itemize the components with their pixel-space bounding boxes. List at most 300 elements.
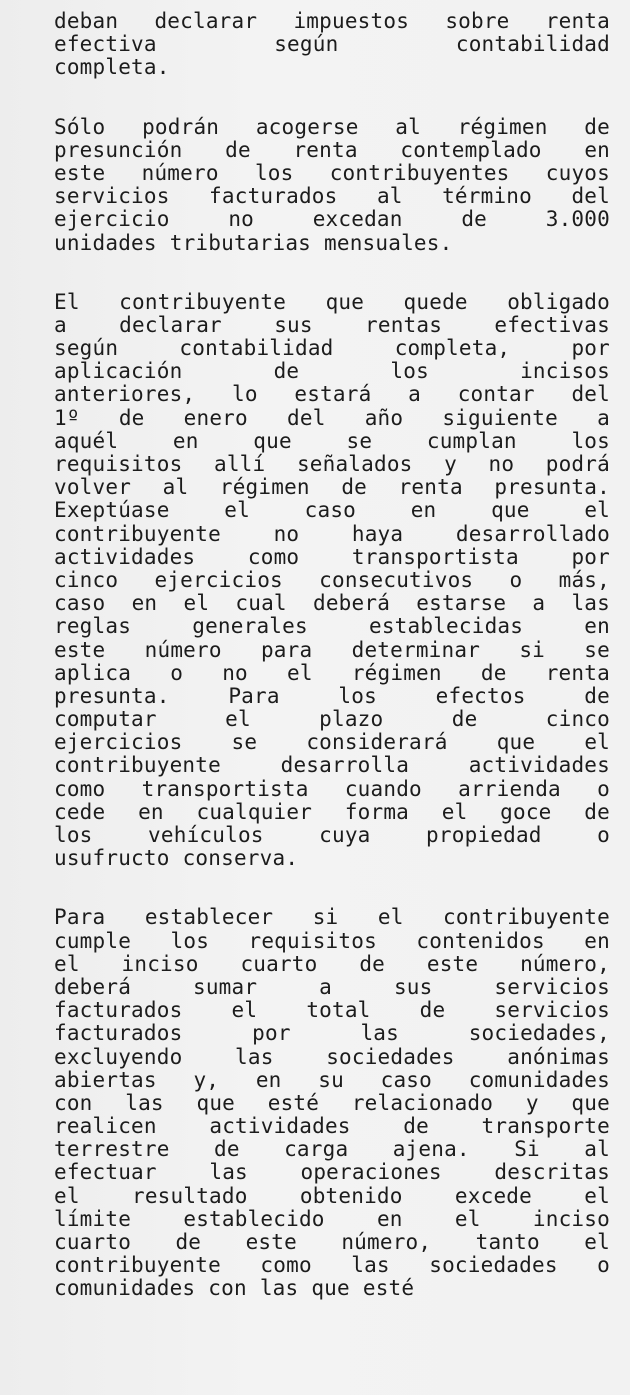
word: a bbox=[532, 591, 546, 616]
word: de bbox=[584, 683, 610, 708]
word: caso bbox=[380, 1067, 432, 1092]
word: de bbox=[273, 359, 300, 384]
text-line bbox=[54, 1161, 610, 1184]
word: de bbox=[584, 114, 610, 139]
word: los bbox=[390, 359, 429, 384]
text-line bbox=[54, 1069, 610, 1092]
word: a bbox=[408, 382, 421, 407]
word: facturados bbox=[209, 184, 338, 209]
word: transporte bbox=[481, 1114, 610, 1139]
word: en bbox=[376, 1206, 403, 1231]
word: operaciones bbox=[300, 1160, 442, 1185]
word: terrestre bbox=[54, 1137, 170, 1162]
word: en bbox=[255, 1067, 282, 1092]
text-line bbox=[54, 1046, 610, 1069]
word: actividades bbox=[468, 753, 610, 778]
word: de bbox=[584, 799, 610, 824]
word: conserva. bbox=[182, 846, 299, 871]
word: carga bbox=[284, 1137, 349, 1162]
word: contenidos bbox=[416, 928, 545, 953]
word: establecidas bbox=[369, 614, 524, 639]
word: cumplan bbox=[426, 428, 517, 453]
word: contabilidad bbox=[179, 336, 334, 361]
text-line bbox=[54, 662, 610, 685]
word: sus bbox=[393, 974, 433, 999]
word: las bbox=[571, 591, 610, 616]
word: volver bbox=[54, 475, 132, 500]
word: requisitos bbox=[248, 928, 377, 953]
text-line bbox=[54, 383, 610, 406]
word: en bbox=[138, 799, 164, 824]
word: como bbox=[260, 1253, 312, 1278]
word: el bbox=[225, 707, 251, 732]
word: transportista bbox=[351, 544, 519, 569]
word: de bbox=[225, 137, 251, 162]
word: cuyos bbox=[545, 160, 610, 185]
word: usufructo bbox=[54, 846, 170, 871]
word: generales bbox=[192, 614, 308, 639]
word: cuando bbox=[344, 776, 422, 801]
word: que bbox=[496, 730, 536, 755]
word: las bbox=[125, 1090, 164, 1115]
word: renta bbox=[545, 9, 610, 33]
word: que bbox=[325, 289, 365, 314]
word: si bbox=[519, 637, 545, 662]
word: establecer bbox=[144, 905, 274, 930]
word: acogerse bbox=[255, 114, 359, 139]
word: como bbox=[54, 776, 106, 801]
word: a bbox=[597, 405, 610, 430]
word: de bbox=[214, 1137, 240, 1162]
word: contribuyente bbox=[54, 1253, 221, 1278]
word: y bbox=[444, 452, 457, 476]
word: que bbox=[311, 1276, 350, 1301]
text-line bbox=[54, 615, 610, 638]
word: sociedades, bbox=[468, 1021, 610, 1046]
word: contribuyente bbox=[443, 905, 610, 930]
word: efectiva bbox=[54, 32, 157, 57]
word: en bbox=[172, 428, 199, 453]
text-line bbox=[54, 731, 610, 754]
text-line bbox=[54, 523, 610, 546]
word: haya bbox=[351, 521, 404, 546]
word: del bbox=[571, 184, 610, 209]
text-line bbox=[54, 546, 610, 569]
word: lo bbox=[231, 382, 258, 407]
word: quede bbox=[403, 289, 468, 314]
word: a bbox=[54, 312, 67, 337]
word: deban bbox=[54, 9, 119, 33]
word: y, bbox=[193, 1067, 220, 1092]
word: régimen bbox=[457, 114, 548, 139]
word: actividades bbox=[54, 544, 196, 569]
word: que bbox=[253, 428, 292, 453]
text-line bbox=[54, 999, 610, 1022]
word: en bbox=[410, 498, 437, 523]
word: el bbox=[224, 498, 250, 523]
word: en bbox=[584, 614, 610, 639]
word: del bbox=[571, 382, 610, 407]
word: con bbox=[54, 1090, 93, 1115]
word: contribuyente bbox=[54, 521, 221, 546]
word: cuarto bbox=[240, 951, 318, 976]
text-line bbox=[54, 801, 610, 824]
word: no bbox=[273, 521, 300, 546]
word: Si bbox=[514, 1137, 540, 1162]
word: servicios bbox=[494, 974, 610, 999]
word: goce bbox=[500, 799, 552, 824]
word: reglas bbox=[54, 614, 132, 639]
text-line bbox=[54, 407, 610, 430]
text-line bbox=[54, 232, 610, 255]
word: término bbox=[442, 184, 532, 209]
word: de bbox=[480, 660, 507, 685]
word: o bbox=[597, 823, 610, 847]
word: contribuyente bbox=[119, 289, 287, 314]
word: renta bbox=[545, 660, 610, 685]
word: que bbox=[571, 1090, 610, 1115]
text-line bbox=[54, 476, 610, 499]
word: aplicación bbox=[54, 359, 183, 384]
word: para bbox=[260, 637, 313, 662]
word: comunidades bbox=[54, 1276, 196, 1301]
word: presunta. bbox=[54, 683, 170, 708]
word: impuestos bbox=[293, 9, 410, 33]
word: resultado bbox=[131, 1183, 248, 1208]
text-line bbox=[54, 1231, 610, 1254]
word: inciso bbox=[121, 951, 199, 976]
word: excedan bbox=[312, 207, 403, 232]
word: tanto bbox=[475, 1230, 540, 1254]
text-line bbox=[54, 314, 610, 337]
text-line bbox=[54, 208, 610, 231]
word: al bbox=[584, 1137, 610, 1162]
word: facturados bbox=[54, 998, 183, 1023]
word: realicen bbox=[54, 1114, 157, 1139]
word: estarse bbox=[416, 591, 507, 616]
word: de bbox=[419, 998, 446, 1023]
word: estará bbox=[294, 382, 372, 407]
word: declarar bbox=[119, 312, 222, 337]
word: mensuales. bbox=[324, 230, 453, 255]
word: consecutivos bbox=[319, 567, 474, 592]
word: las bbox=[351, 1253, 390, 1278]
text-line bbox=[54, 778, 610, 801]
word: o bbox=[509, 567, 523, 592]
text-line bbox=[54, 1022, 610, 1045]
word: los bbox=[571, 428, 610, 453]
word: esté bbox=[267, 1090, 320, 1115]
text-line bbox=[54, 33, 610, 56]
text-line bbox=[54, 847, 610, 870]
word: cinco bbox=[545, 707, 610, 732]
text-line bbox=[54, 639, 610, 662]
word: rentas bbox=[365, 312, 443, 337]
word: el bbox=[441, 799, 468, 824]
word: anteriores, bbox=[54, 382, 196, 407]
text-line bbox=[54, 1208, 610, 1231]
word: de bbox=[118, 405, 145, 430]
word: deberá bbox=[313, 591, 391, 616]
word: cumple bbox=[54, 928, 132, 953]
word: contribuyentes bbox=[329, 160, 510, 185]
word: cinco bbox=[54, 567, 119, 592]
word: de bbox=[359, 951, 386, 976]
word: presunción bbox=[54, 137, 183, 162]
word: forma bbox=[344, 799, 410, 824]
word: régimen bbox=[351, 660, 442, 685]
word: inciso bbox=[532, 1206, 610, 1231]
word: por bbox=[252, 1021, 291, 1046]
word: presunta. bbox=[494, 475, 610, 500]
word: considerará bbox=[306, 730, 448, 755]
word: de bbox=[403, 1114, 429, 1139]
word: actividades bbox=[209, 1114, 351, 1139]
word: el bbox=[54, 1183, 80, 1208]
word: los bbox=[338, 683, 377, 708]
text-line bbox=[54, 569, 610, 592]
word: renta bbox=[293, 137, 358, 162]
text-column bbox=[54, 10, 610, 1337]
text-line bbox=[54, 1115, 610, 1138]
word: el bbox=[231, 998, 258, 1023]
text-line bbox=[54, 930, 610, 953]
paragraph bbox=[54, 906, 610, 1300]
word: efectos bbox=[435, 683, 526, 708]
word: el bbox=[584, 730, 610, 755]
word: tributarias bbox=[169, 230, 312, 255]
word: el bbox=[54, 951, 80, 976]
word: contemplado bbox=[400, 137, 542, 162]
word: podrá bbox=[545, 452, 610, 476]
word: los bbox=[54, 823, 93, 847]
text-line bbox=[54, 685, 610, 708]
word: régimen bbox=[219, 475, 310, 500]
word: número, bbox=[341, 1230, 432, 1254]
word: según bbox=[54, 336, 119, 361]
word: Sólo bbox=[54, 114, 106, 139]
word: número bbox=[144, 637, 222, 662]
word: arrienda bbox=[458, 776, 561, 801]
word: comunidades bbox=[468, 1067, 610, 1092]
word: se bbox=[231, 730, 258, 755]
word: año bbox=[364, 405, 404, 430]
word: incisos bbox=[520, 359, 610, 384]
word: en bbox=[584, 928, 610, 953]
word: si bbox=[312, 905, 339, 930]
word: el bbox=[287, 660, 313, 685]
text-line bbox=[54, 1138, 610, 1161]
word: al bbox=[376, 184, 403, 209]
text-line bbox=[54, 360, 610, 383]
word: el bbox=[584, 498, 610, 523]
word: los bbox=[254, 160, 294, 185]
word: anónimas bbox=[507, 1044, 610, 1069]
word: número bbox=[141, 160, 219, 185]
word: las bbox=[259, 1276, 299, 1301]
word: o bbox=[597, 1253, 610, 1278]
word: El bbox=[54, 289, 80, 314]
word: establecido bbox=[183, 1206, 325, 1231]
word: de bbox=[451, 707, 478, 732]
word: ejercicios bbox=[154, 567, 283, 592]
paragraph bbox=[54, 291, 610, 871]
word: sobre bbox=[445, 9, 510, 33]
word: cuya bbox=[319, 823, 371, 847]
word: aquél bbox=[54, 428, 119, 453]
word: este bbox=[54, 160, 106, 185]
word: no bbox=[222, 660, 248, 685]
text-line bbox=[54, 592, 610, 615]
word: en bbox=[584, 137, 610, 162]
word: con bbox=[208, 1276, 247, 1301]
text-line bbox=[54, 291, 610, 314]
word: siguiente bbox=[442, 405, 558, 430]
word: de bbox=[341, 475, 368, 500]
word: obtenido bbox=[299, 1183, 403, 1208]
word: o bbox=[170, 660, 184, 685]
word: cede bbox=[54, 799, 106, 824]
word: del bbox=[287, 405, 326, 430]
word: este bbox=[245, 1230, 297, 1254]
word: total bbox=[306, 998, 371, 1023]
word: los bbox=[170, 928, 210, 953]
word: a bbox=[319, 974, 332, 999]
word: obligado bbox=[507, 289, 610, 314]
word: ajena. bbox=[392, 1137, 470, 1162]
word: renta bbox=[398, 475, 463, 500]
text-line bbox=[54, 139, 610, 162]
text-line bbox=[54, 906, 610, 929]
word: desarrolla bbox=[280, 753, 410, 778]
text-line bbox=[54, 976, 610, 999]
word: este bbox=[54, 637, 106, 662]
word: sus bbox=[274, 312, 313, 337]
text-line bbox=[54, 185, 610, 208]
word: efectuar bbox=[54, 1160, 157, 1185]
word: descritas bbox=[494, 1160, 610, 1185]
word: completa, bbox=[394, 336, 511, 361]
word: más, bbox=[558, 567, 610, 592]
word: unidades bbox=[54, 230, 157, 255]
word: servicios bbox=[494, 998, 610, 1023]
word: deberá bbox=[54, 974, 132, 999]
text-line bbox=[54, 1092, 610, 1115]
word: las bbox=[360, 1021, 399, 1046]
text-line bbox=[54, 953, 610, 976]
text-line bbox=[54, 162, 610, 185]
word: contribuyente bbox=[54, 753, 221, 778]
word: ejercicios bbox=[54, 730, 183, 755]
word: 1º bbox=[54, 405, 80, 430]
word: aplica bbox=[54, 660, 132, 685]
word: vehículos bbox=[148, 823, 264, 847]
word: determinar bbox=[351, 637, 481, 662]
text-line bbox=[54, 1254, 610, 1277]
word: número, bbox=[520, 951, 610, 976]
word: y bbox=[525, 1090, 539, 1115]
word: esté bbox=[362, 1276, 415, 1301]
word: que bbox=[491, 498, 530, 523]
text-line bbox=[54, 10, 610, 33]
text-line bbox=[54, 824, 610, 847]
text-line: completa. bbox=[54, 55, 170, 80]
word: declarar bbox=[154, 9, 258, 33]
word: cual bbox=[235, 591, 287, 616]
word: contabilidad bbox=[455, 32, 610, 57]
word: relacionado bbox=[351, 1090, 494, 1115]
text-line bbox=[54, 337, 610, 360]
word: señalados bbox=[296, 452, 413, 476]
word: como bbox=[247, 544, 300, 569]
word: el bbox=[454, 1206, 481, 1231]
word: caso bbox=[304, 498, 357, 523]
word: según bbox=[274, 32, 339, 57]
word: propiedad bbox=[426, 823, 542, 847]
paragraph bbox=[54, 116, 610, 255]
word: se bbox=[584, 637, 610, 662]
word: al bbox=[395, 114, 421, 139]
word: excede bbox=[454, 1183, 532, 1208]
paragraph bbox=[54, 10, 610, 80]
word: este bbox=[426, 951, 479, 976]
text-line bbox=[54, 1185, 610, 1208]
word: desarrollado bbox=[455, 521, 610, 546]
word: cuarto bbox=[54, 1230, 132, 1254]
word: abiertas bbox=[54, 1067, 157, 1092]
word: límite bbox=[54, 1206, 132, 1231]
word: las bbox=[235, 1044, 274, 1069]
word: de bbox=[175, 1230, 202, 1254]
word: servicios bbox=[54, 184, 170, 209]
word: computar bbox=[54, 707, 157, 732]
word: su bbox=[318, 1067, 344, 1092]
word: el bbox=[183, 591, 210, 616]
word: contar bbox=[457, 382, 535, 407]
word: efectivas bbox=[494, 312, 610, 337]
word: facturados bbox=[54, 1021, 183, 1046]
text-line bbox=[54, 499, 610, 522]
word: de bbox=[461, 207, 488, 232]
word: en bbox=[131, 591, 158, 616]
word: podrán bbox=[142, 114, 220, 139]
word: el bbox=[584, 1230, 610, 1254]
word: al bbox=[162, 475, 189, 500]
word: allí bbox=[214, 452, 266, 476]
word: o bbox=[597, 776, 610, 801]
word: Para bbox=[228, 683, 280, 708]
text-line bbox=[54, 453, 610, 476]
word: excluyendo bbox=[54, 1044, 183, 1069]
word: las bbox=[209, 1160, 248, 1185]
word: por bbox=[571, 336, 610, 361]
word: sociedades bbox=[429, 1253, 558, 1278]
word: 3.000 bbox=[545, 207, 610, 232]
word: el bbox=[584, 1183, 610, 1208]
word: enero bbox=[183, 405, 248, 430]
text-line bbox=[54, 708, 610, 731]
word: plazo bbox=[319, 707, 384, 732]
text-line bbox=[54, 1277, 610, 1300]
word: Para bbox=[54, 905, 106, 930]
text-line bbox=[54, 116, 610, 139]
word: caso bbox=[54, 591, 106, 616]
word: sumar bbox=[193, 974, 258, 999]
word: sociedades bbox=[326, 1044, 455, 1069]
word: Exeptúase bbox=[54, 498, 170, 523]
word: por bbox=[571, 544, 610, 569]
word: no bbox=[228, 207, 254, 232]
